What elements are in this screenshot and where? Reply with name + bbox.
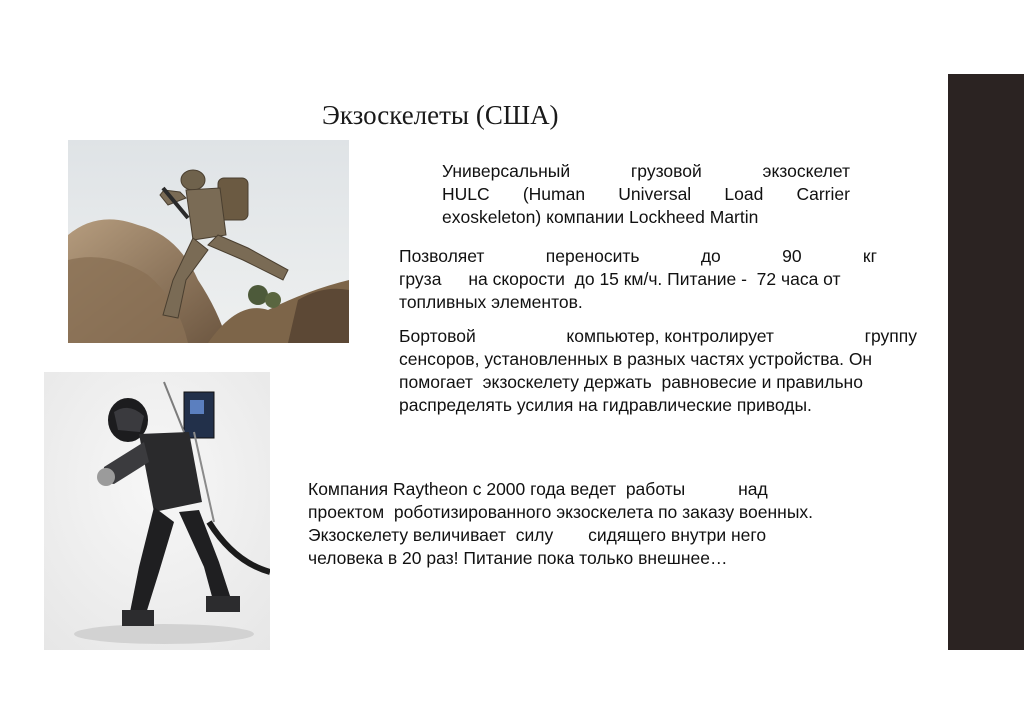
- decorative-side-bar: [948, 74, 1024, 650]
- text-line: [308, 524, 858, 547]
- text-word: Carrier: [796, 184, 850, 204]
- text-word: кг: [862, 246, 877, 266]
- text-line: exoskeleton) компании Lockheed Martin: [442, 207, 759, 227]
- text-line: [442, 183, 850, 206]
- text-word: Бортовой: [399, 326, 476, 346]
- robot-photo-illustration: [44, 372, 270, 650]
- raytheon-exoskeleton-photo: [44, 372, 270, 650]
- text-word: на скорости до 15 км/ч. Питание - 72 часа от: [468, 269, 841, 289]
- soldier-exoskeleton-photo: [68, 140, 349, 343]
- text-word: груза: [399, 269, 442, 289]
- text-line: топливных элементов.: [399, 292, 583, 312]
- text-word: Universal: [618, 184, 692, 204]
- text-word: над: [738, 479, 768, 499]
- text-word: компьютер, контролирует: [566, 326, 774, 346]
- text-word: (Human: [522, 184, 586, 204]
- text-word: Компания Raytheon с 2000 года ведет работы: [308, 479, 686, 499]
- onboard-computer-description: [399, 325, 917, 417]
- text-word: 90: [782, 246, 802, 266]
- text-word: Экзоскелету величивает силу: [308, 525, 554, 545]
- text-word: Универсальный: [442, 161, 571, 181]
- slide-title: Экзоскелеты (США): [322, 100, 559, 130]
- text-line: [308, 478, 858, 501]
- text-line: помогает экзоскелету держать равновесие и правильно: [399, 372, 863, 392]
- text-line: проектом роботизированного экзоскелета по заказу военных.: [308, 502, 814, 522]
- text-word: до: [700, 246, 721, 266]
- text-line: [399, 268, 877, 291]
- text-word: HULC: [442, 184, 490, 204]
- text-word: сидящего внутри него: [588, 525, 767, 545]
- text-line: человека в 20 раз! Питание пока только внешнее…: [308, 548, 728, 568]
- text-word: переносить: [545, 246, 640, 266]
- text-line: распределять усилия на гидравлические приводы.: [399, 395, 812, 415]
- hulc-description: [442, 160, 850, 229]
- text-word: группу: [864, 326, 917, 346]
- text-line: сенсоров, установленных в разных частях устройства. Он: [399, 349, 873, 369]
- text-word: Позволяет: [399, 246, 485, 266]
- raytheon-description: [308, 478, 858, 570]
- text-line: [442, 160, 850, 183]
- text-line: [399, 325, 917, 348]
- soldier-photo-illustration: [68, 140, 349, 343]
- text-line: [399, 245, 877, 268]
- text-word: грузовой: [630, 161, 702, 181]
- text-word: экзоскелет: [762, 161, 850, 181]
- text-word: Load: [724, 184, 764, 204]
- load-capacity-description: [399, 245, 877, 314]
